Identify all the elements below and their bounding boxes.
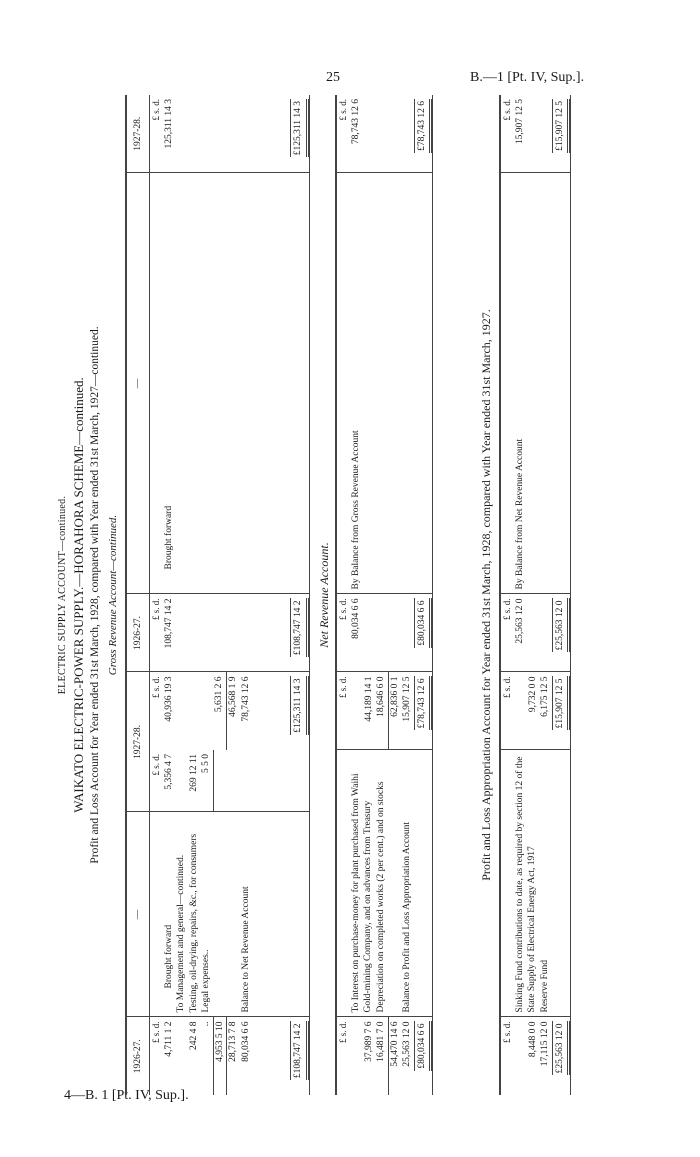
net-current: 15,907 12 5 [401, 672, 414, 750]
page-number: 25 [326, 70, 340, 85]
running-heading: ELECTRIC SUPPLY ACCOUNT—continued. [57, 495, 68, 695]
gross-credit-total-current: £125,311 14 3 [290, 99, 309, 157]
rotated-statement [55, 95, 635, 1095]
net-prior: 54,470 14 6 [388, 1017, 401, 1095]
col-header-1928: 1927-28. [126, 672, 150, 812]
gross-desc: Legal expenses.. [200, 812, 213, 1017]
gross-credit-total-prior: £108,747 14 2 [290, 598, 309, 657]
approp-debit-total-prior: £25,563 12 0 [552, 1022, 571, 1076]
units-label: £ s. d. [151, 1021, 161, 1044]
gross-desc: Brought forward [163, 812, 176, 1017]
gross-debit-total-prior: £108,747 14 2 [290, 1022, 309, 1081]
net-debit-total-prior: £80,034 6 6 [414, 1022, 433, 1071]
gross-current: 5,631 2 6 [214, 676, 224, 713]
approp-current: 9,732 0 0 [514, 672, 540, 750]
gross-current: 46,568 1 9 [227, 672, 240, 750]
units-label: £ s. d. [502, 1021, 512, 1044]
gross-current: 40,936 19 3 [163, 676, 174, 722]
approp-current: 6,175 12 5 [539, 672, 552, 750]
col-header-1927: 1926-27. [126, 1017, 150, 1095]
page-reference: B.—1 [Pt. IV, Sup.]. [470, 70, 585, 85]
gross-current: 78,743 12 6 [240, 676, 251, 722]
approp-credit-total-current: £15,907 12 5 [552, 99, 571, 153]
gross-debit-total-current: £125,311 14 3 [290, 676, 309, 734]
gross-prior: 28,713 7 8 [227, 1017, 240, 1095]
net-credit-total-prior: £80,034 6 6 [414, 599, 433, 648]
units-label: £ s. d. [336, 672, 350, 750]
col-header-1927: 1926-27. [126, 594, 150, 672]
units-label: £ s. d. [500, 672, 514, 750]
net-current: 62,836 0 1 [388, 672, 401, 750]
approp-credit-total-prior: £25,563 12 0 [552, 599, 571, 653]
gross-prior: .. [201, 1021, 211, 1027]
gross-credit-prior: 108,747 14 2 [163, 594, 176, 672]
gross-desc: Testing, oil-drying, repairs, &c., for consumers [188, 812, 201, 1017]
gross-revenue-heading: Gross Revenue Account—continued. [107, 514, 119, 676]
net-credit-desc: By Balance from Gross Revenue Account [350, 173, 376, 594]
net-current: 44,189 14 1 [350, 672, 376, 750]
col-header-dash: — [126, 812, 150, 1017]
approp-prior: 17,115 12 0 [540, 1021, 550, 1067]
net-current: 18,646 6 0 [375, 672, 388, 750]
appropriation-heading: Profit and Loss Appropriation Account for Year ended 31st March, 1928, compared with Year ended 31st March, 1927. [479, 309, 493, 881]
units-label: £ s. d. [150, 594, 163, 672]
net-credit-current: 78,743 12 6 [350, 95, 376, 173]
units-label: £ s. d. [500, 594, 514, 672]
appropriation-table [499, 95, 571, 1095]
net-desc: Depreciation on completed works (2 per cent.) and on stocks [375, 750, 388, 1017]
net-desc: Balance to Profit and Loss Appropriation Account [401, 750, 414, 1017]
net-credit-total-current: £78,743 12 6 [414, 99, 433, 153]
gross-credit-current: 125,311 14 3 [163, 95, 176, 173]
gross-prior: 80,034 6 6 [240, 1021, 251, 1062]
gross-detail: 5 5 0 [200, 750, 213, 812]
gross-desc: Balance to Net Revenue Account [240, 812, 253, 1017]
scheme-heading: WAIKATO ELECTRIC-POWER SUPPLY.—HORAHORA SCHEME—continued. [71, 377, 86, 813]
units-label: £ s. d. [500, 95, 514, 173]
net-prior: 37,989 7 6 [363, 1021, 374, 1062]
approp-prior: 8,448 0 0 [527, 1021, 538, 1058]
approp-credit-prior: 25,563 12 0 [514, 594, 540, 672]
approp-desc: Reserve Fund [539, 750, 552, 1017]
net-desc: To Interest on purchase-money for plant purchased from Waihi Gold-mining Company, and on advances from Treasury [350, 750, 376, 1017]
approp-credit-current: 15,907 12 5 [514, 95, 540, 173]
gross-prior: 4,953 5 10 [213, 1017, 227, 1095]
approp-desc: Sinking Fund contributions to date, as required by section 12 of the State Supply of Electrical Energy Act, 1917 [514, 750, 540, 1017]
units-label: £ s. d. [338, 1021, 348, 1044]
net-revenue-table [335, 95, 433, 1095]
units-label: £ s. d. [151, 676, 161, 698]
approp-credit-desc: By Balance from Net Revenue Account [514, 173, 540, 594]
units-label: £ s. d. [336, 594, 350, 672]
units-label: £ s. d. [336, 95, 350, 173]
page-footer: 4—B. 1 [Pt. IV, Sup.]. [64, 1088, 189, 1103]
net-debit-total-current: £78,743 12 6 [414, 677, 433, 731]
net-revenue-heading: Net Revenue Account. [317, 542, 331, 648]
gross-desc: To Management and general—continued. [175, 812, 188, 1017]
units-label: £ s. d. [150, 750, 163, 812]
gross-prior: 242 4 8 [188, 1021, 199, 1050]
col-header-1928: 1927-28. [126, 95, 150, 173]
net-prior: 25,563 12 0 [402, 1021, 412, 1067]
gross-prior [175, 1017, 188, 1095]
units-label: £ s. d. [150, 95, 163, 173]
col-header-dash: — [126, 173, 150, 594]
gross-detail: 5,356 4 7 [163, 750, 176, 812]
gross-detail: 269 12 11 [188, 750, 201, 812]
profit-loss-heading: Profit and Loss Account for Year ended 31st March, 1928, compared with Year ended 31st March, 1927—continued. [89, 326, 101, 864]
gross-revenue-table [125, 95, 310, 1095]
gross-credit-desc: Brought forward [163, 173, 176, 594]
net-prior: 16,481 7 0 [376, 1021, 386, 1062]
net-credit-prior: 80,034 6 6 [350, 594, 376, 672]
gross-prior: 4,711 1 2 [163, 1021, 174, 1057]
approp-debit-total-current: £15,907 12 5 [552, 677, 571, 731]
